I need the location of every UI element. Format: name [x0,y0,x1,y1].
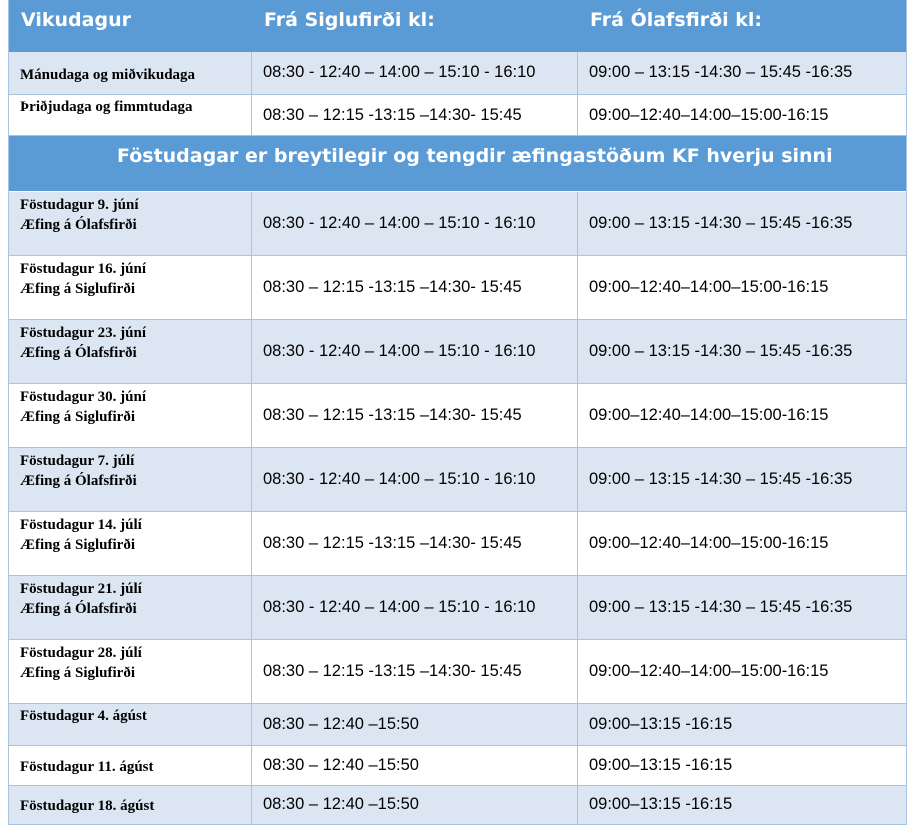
olafsfjordur-times: 09:00–12:40–14:00–15:00-16:15 [589,662,829,680]
practice-location: Æfing á Ólafsfirði [20,473,137,489]
table-row [9,746,906,786]
siglufjordur-times: 08:30 - 12:40 – 14:00 – 15:10 - 16:10 [263,63,536,81]
practice-location: Æfing á Ólafsfirði [20,601,137,617]
table-row [9,786,906,825]
olafsfjordur-times: 09:00–12:40–14:00–15:00-16:15 [589,278,829,296]
table-row [9,576,906,640]
olafsfjordur-times: 09:00 – 13:15 -14:30 – 15:45 -16:35 [589,342,853,360]
olafsfjordur-times: 09:00–13:15 -16:15 [589,756,733,774]
table-row [9,320,906,384]
siglufjordur-times: 08:30 – 12:40 –15:50 [263,715,419,733]
day-label: Föstudagur 23. júní [20,325,147,341]
table-row [9,384,906,448]
practice-location: Æfing á Ólafsfirði [20,217,137,233]
table-row [9,704,906,746]
siglufjordur-times: 08:30 – 12:15 -13:15 –14:30- 15:45 [263,662,522,680]
olafsfjordur-times: 09:00 – 13:15 -14:30 – 15:45 -16:35 [589,598,853,616]
siglufjordur-times: 08:30 – 12:15 -13:15 –14:30- 15:45 [263,406,522,424]
day-label: Föstudagur 4. ágúst [20,708,147,724]
table-row [9,512,906,576]
day-label: Föstudagur 18. ágúst [20,798,155,814]
siglufjordur-times: 08:30 – 12:15 -13:15 –14:30- 15:45 [263,534,522,552]
header-olafsfjordur: Frá Ólafsfirði kl: [590,9,763,31]
siglufjordur-times: 08:30 – 12:40 –15:50 [263,756,419,774]
day-label: Mánudaga og miðvikudaga [20,67,196,83]
olafsfjordur-times: 09:00–12:40–14:00–15:00-16:15 [589,534,829,552]
header-siglufjordur: Frá Siglufirði kl: [264,9,435,31]
practice-location: Æfing á Ólafsfirði [20,345,137,361]
olafsfjordur-times: 09:00 – 13:15 -14:30 – 15:45 -16:35 [589,470,853,488]
day-label: Föstudagur 7. júlí [20,453,135,469]
table-row [9,95,906,136]
day-label: Föstudagur 14. júlí [20,517,142,533]
table-row [9,256,906,320]
olafsfjordur-times: 09:00–13:15 -16:15 [589,795,733,813]
olafsfjordur-times: 09:00 – 13:15 -14:30 – 15:45 -16:35 [589,214,853,232]
day-label: Föstudagur 21. júlí [20,581,142,597]
day-label: Föstudagur 9. júní [20,197,139,213]
table-header [9,0,906,52]
siglufjordur-times: 08:30 - 12:40 – 14:00 – 15:10 - 16:10 [263,470,536,488]
table-row [9,448,906,512]
schedule-table [8,0,907,825]
friday-banner [9,136,906,192]
table-row [9,192,906,256]
olafsfjordur-times: 09:00–12:40–14:00–15:00-16:15 [589,406,829,424]
olafsfjordur-times: 09:00 – 13:15 -14:30 – 15:45 -16:35 [589,63,853,81]
day-label: Föstudagur 16. júní [20,261,147,277]
header-day: Vikudagur [21,9,131,31]
banner-text: Föstudagar er breytilegir og tengdir æfingastöðum KF hverju sinni [117,145,833,167]
day-label: Föstudagur 11. ágúst [20,759,154,775]
day-label: Þriðjudaga og fimmtudaga [20,99,193,115]
siglufjordur-times: 08:30 - 12:40 – 14:00 – 15:10 - 16:10 [263,598,536,616]
practice-location: Æfing á Siglufirði [20,537,136,553]
siglufjordur-times: 08:30 - 12:40 – 14:00 – 15:10 - 16:10 [263,342,536,360]
practice-location: Æfing á Siglufirði [20,409,136,425]
practice-location: Æfing á Siglufirði [20,665,136,681]
table-row [9,52,906,95]
siglufjordur-times: 08:30 – 12:15 -13:15 –14:30- 15:45 [263,278,522,296]
olafsfjordur-times: 09:00–12:40–14:00–15:00-16:15 [589,106,829,124]
day-label: Föstudagur 28. júlí [20,645,142,661]
siglufjordur-times: 08:30 – 12:40 –15:50 [263,795,419,813]
siglufjordur-times: 08:30 - 12:40 – 14:00 – 15:10 - 16:10 [263,214,536,232]
practice-location: Æfing á Siglufirði [20,281,136,297]
olafsfjordur-times: 09:00–13:15 -16:15 [589,715,733,733]
table-row [9,640,906,704]
day-label: Föstudagur 30. júní [20,389,147,405]
siglufjordur-times: 08:30 – 12:15 -13:15 –14:30- 15:45 [263,106,522,124]
